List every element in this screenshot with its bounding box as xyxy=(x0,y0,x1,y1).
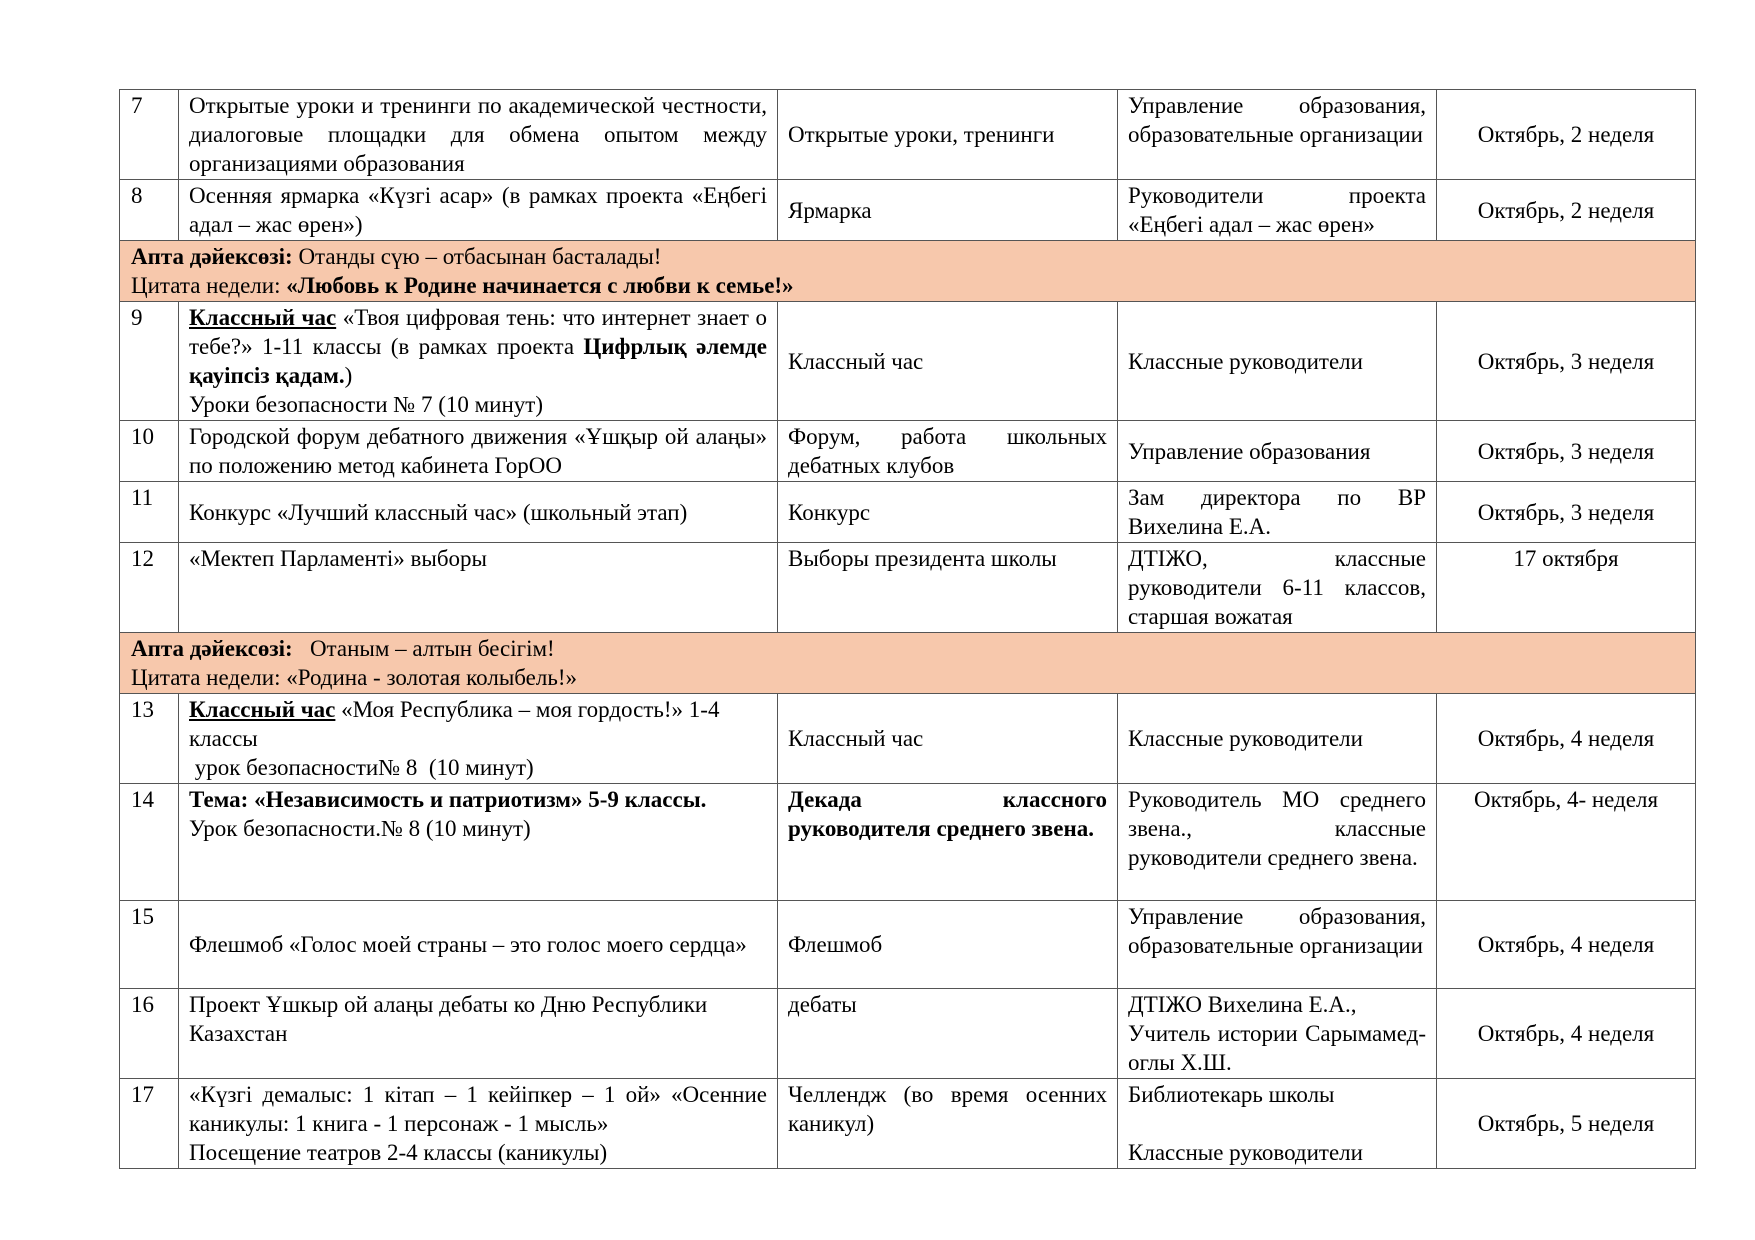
row-number: 15 xyxy=(120,901,179,989)
quote-kz-label: Апта дәйексөзі: xyxy=(131,636,293,661)
weekly-quote-row xyxy=(120,241,1696,302)
event-text-end: ) xyxy=(344,363,353,388)
responsible-cell xyxy=(1118,989,1437,1079)
row-number: 7 xyxy=(120,90,179,180)
event-cell xyxy=(179,302,778,421)
date-cell: 17 октября xyxy=(1437,543,1696,633)
event-line2: Урок безопасности.№ 8 (10 минут) xyxy=(189,816,531,841)
date-cell: Октябрь, 5 неделя xyxy=(1437,1079,1696,1169)
quote-ru-text: «Родина - золотая колыбель!» xyxy=(286,665,578,690)
table-row xyxy=(120,784,1696,901)
responsible-line1: Библиотекарь школы xyxy=(1128,1082,1335,1107)
date-cell: Октябрь, 4- неделя xyxy=(1437,784,1696,901)
weekly-quote xyxy=(120,633,1696,694)
date-cell: Октябрь, 2 неделя xyxy=(1437,180,1696,241)
responsible-spacer xyxy=(1128,1109,1426,1138)
event-cell xyxy=(179,784,778,901)
form-cell: Выборы президента школы xyxy=(778,543,1118,633)
event-prefix: Классный час xyxy=(189,697,336,722)
form-cell: Конкурс xyxy=(778,482,1118,543)
date-cell: Октябрь, 3 неделя xyxy=(1437,482,1696,543)
event-theme: Тема: «Независимость и патриотизм» 5-9 классы. xyxy=(189,787,707,812)
event-line2: Уроки безопасности № 7 (10 минут) xyxy=(189,392,543,417)
quote-ru-label: Цитата недели: xyxy=(131,273,287,298)
quote-kz-label: Апта дәйексөзі: xyxy=(131,244,293,269)
row-number: 13 xyxy=(120,694,179,784)
responsible-cell: Управление образования xyxy=(1118,421,1437,482)
event-prefix: Классный час xyxy=(189,305,337,330)
event-line2: Посещение театров 2-4 классы (каникулы) xyxy=(189,1140,608,1165)
row-number: 11 xyxy=(120,482,179,543)
form-cell: Флешмоб xyxy=(778,901,1118,989)
form-cell: Декада классного руководителя среднего звена. xyxy=(778,784,1118,901)
quote-ru-text: «Любовь к Родине начинается с любви к семье!» xyxy=(286,273,794,298)
responsible-cell: ДТІЖО, классные руководители 6-11 классов, старшая вожатая xyxy=(1118,543,1437,633)
date-cell: Октябрь, 3 неделя xyxy=(1437,421,1696,482)
events-table xyxy=(119,89,1696,1169)
date-cell: Октябрь, 4 неделя xyxy=(1437,901,1696,989)
event-cell xyxy=(179,1079,778,1169)
form-cell: Челлендж (во время осенних каникул) xyxy=(778,1079,1118,1169)
table-row xyxy=(120,302,1696,421)
form-cell: Открытые уроки, тренинги xyxy=(778,90,1118,180)
quote-kz-text: Отанды сүю – отбасынан басталады! xyxy=(292,244,662,269)
row-number: 14 xyxy=(120,784,179,901)
table-row xyxy=(120,180,1696,241)
table-row xyxy=(120,901,1696,989)
responsible-line2: Классные руководители xyxy=(1128,1140,1363,1165)
table-row xyxy=(120,543,1696,633)
row-number: 12 xyxy=(120,543,179,633)
event-cell: «Мектеп Парламенті» выборы xyxy=(179,543,778,633)
responsible-cell: Управление образования, образовательные организации xyxy=(1118,901,1437,989)
row-number: 16 xyxy=(120,989,179,1079)
date-cell: Октябрь, 3 неделя xyxy=(1437,302,1696,421)
quote-kz-text: Отаным – алтын бесігім! xyxy=(292,636,555,661)
event-cell: Осенняя ярмарка «Күзгі асар» (в рамках проекта «Еңбегі адал – жас өрен») xyxy=(179,180,778,241)
event-text: «Күзгі демалыс: 1 кітап – 1 кейіпкер – 1 ой» «Осенние каникулы: 1 книга - 1 персонаж - 1 мысль» xyxy=(189,1082,767,1136)
quote-ru xyxy=(131,271,1685,300)
responsible-line2: Учитель истории Сарымамед-оглы Х.Ш. xyxy=(1128,1021,1426,1075)
quote-kz xyxy=(131,634,1685,663)
responsible-cell: Руководители проекта «Еңбегі адал – жас өрен» xyxy=(1118,180,1437,241)
form-cell: Форум, работа школьных дебатных клубов xyxy=(778,421,1118,482)
table-row xyxy=(120,694,1696,784)
quote-ru xyxy=(131,663,1685,692)
responsible-cell: Классные руководители xyxy=(1118,694,1437,784)
form-cell: Классный час xyxy=(778,694,1118,784)
event-cell xyxy=(179,694,778,784)
event-text: «Моя Республика – моя гордость!» 1-4 классы xyxy=(189,697,720,751)
date-cell: Октябрь, 4 неделя xyxy=(1437,989,1696,1079)
date-cell: Октябрь, 4 неделя xyxy=(1437,694,1696,784)
event-cell: Проект Ұшкыр ой алаңы дебаты ко Дню Республики Казахстан xyxy=(179,989,778,1079)
event-line2: урок безопасности№ 8 (10 минут) xyxy=(189,755,534,780)
responsible-cell: Зам директора по ВР Вихелина Е.А. xyxy=(1118,482,1437,543)
date-cell: Октябрь, 2 неделя xyxy=(1437,90,1696,180)
quote-ru-label: Цитата недели: xyxy=(131,665,287,690)
event-text: «Твоя цифровая тень: что интернет знает о тебе?» 1-11 классы (в рамках проекта xyxy=(189,305,768,359)
responsible-cell xyxy=(1118,1079,1437,1169)
row-number: 17 xyxy=(120,1079,179,1169)
responsible-line1: ДТІЖО Вихелина Е.А., xyxy=(1128,992,1357,1017)
event-cell: Конкурс «Лучший классный час» (школьный этап) xyxy=(179,482,778,543)
form-cell: дебаты xyxy=(778,989,1118,1079)
table-row xyxy=(120,989,1696,1079)
weekly-quote xyxy=(120,241,1696,302)
event-cell: Флешмоб «Голос моей страны – это голос моего сердца» xyxy=(179,901,778,989)
row-number: 10 xyxy=(120,421,179,482)
event-cell: Городской форум дебатного движения «Ұшқыр ой алаңы» по положению метод кабинета ГорОО xyxy=(179,421,778,482)
event-project: Цифрлық әлемде қауіпсіз қадам. xyxy=(189,334,768,388)
event-cell: Открытые уроки и тренинги по академической честности, диалоговые площадки для обмена опытом между организациями образования xyxy=(179,90,778,180)
responsible-cell: Классные руководители xyxy=(1118,302,1437,421)
table-row xyxy=(120,482,1696,543)
responsible-cell: Руководитель МО среднего звена., классные руководители среднего звена. xyxy=(1118,784,1437,901)
form-cell: Классный час xyxy=(778,302,1118,421)
responsible-cell: Управление образования, образовательные организации xyxy=(1118,90,1437,180)
weekly-quote-row xyxy=(120,633,1696,694)
quote-kz xyxy=(131,242,1685,271)
table-row xyxy=(120,421,1696,482)
table-row xyxy=(120,1079,1696,1169)
row-number: 8 xyxy=(120,180,179,241)
form-cell: Ярмарка xyxy=(778,180,1118,241)
table-row xyxy=(120,90,1696,180)
row-number: 9 xyxy=(120,302,179,421)
